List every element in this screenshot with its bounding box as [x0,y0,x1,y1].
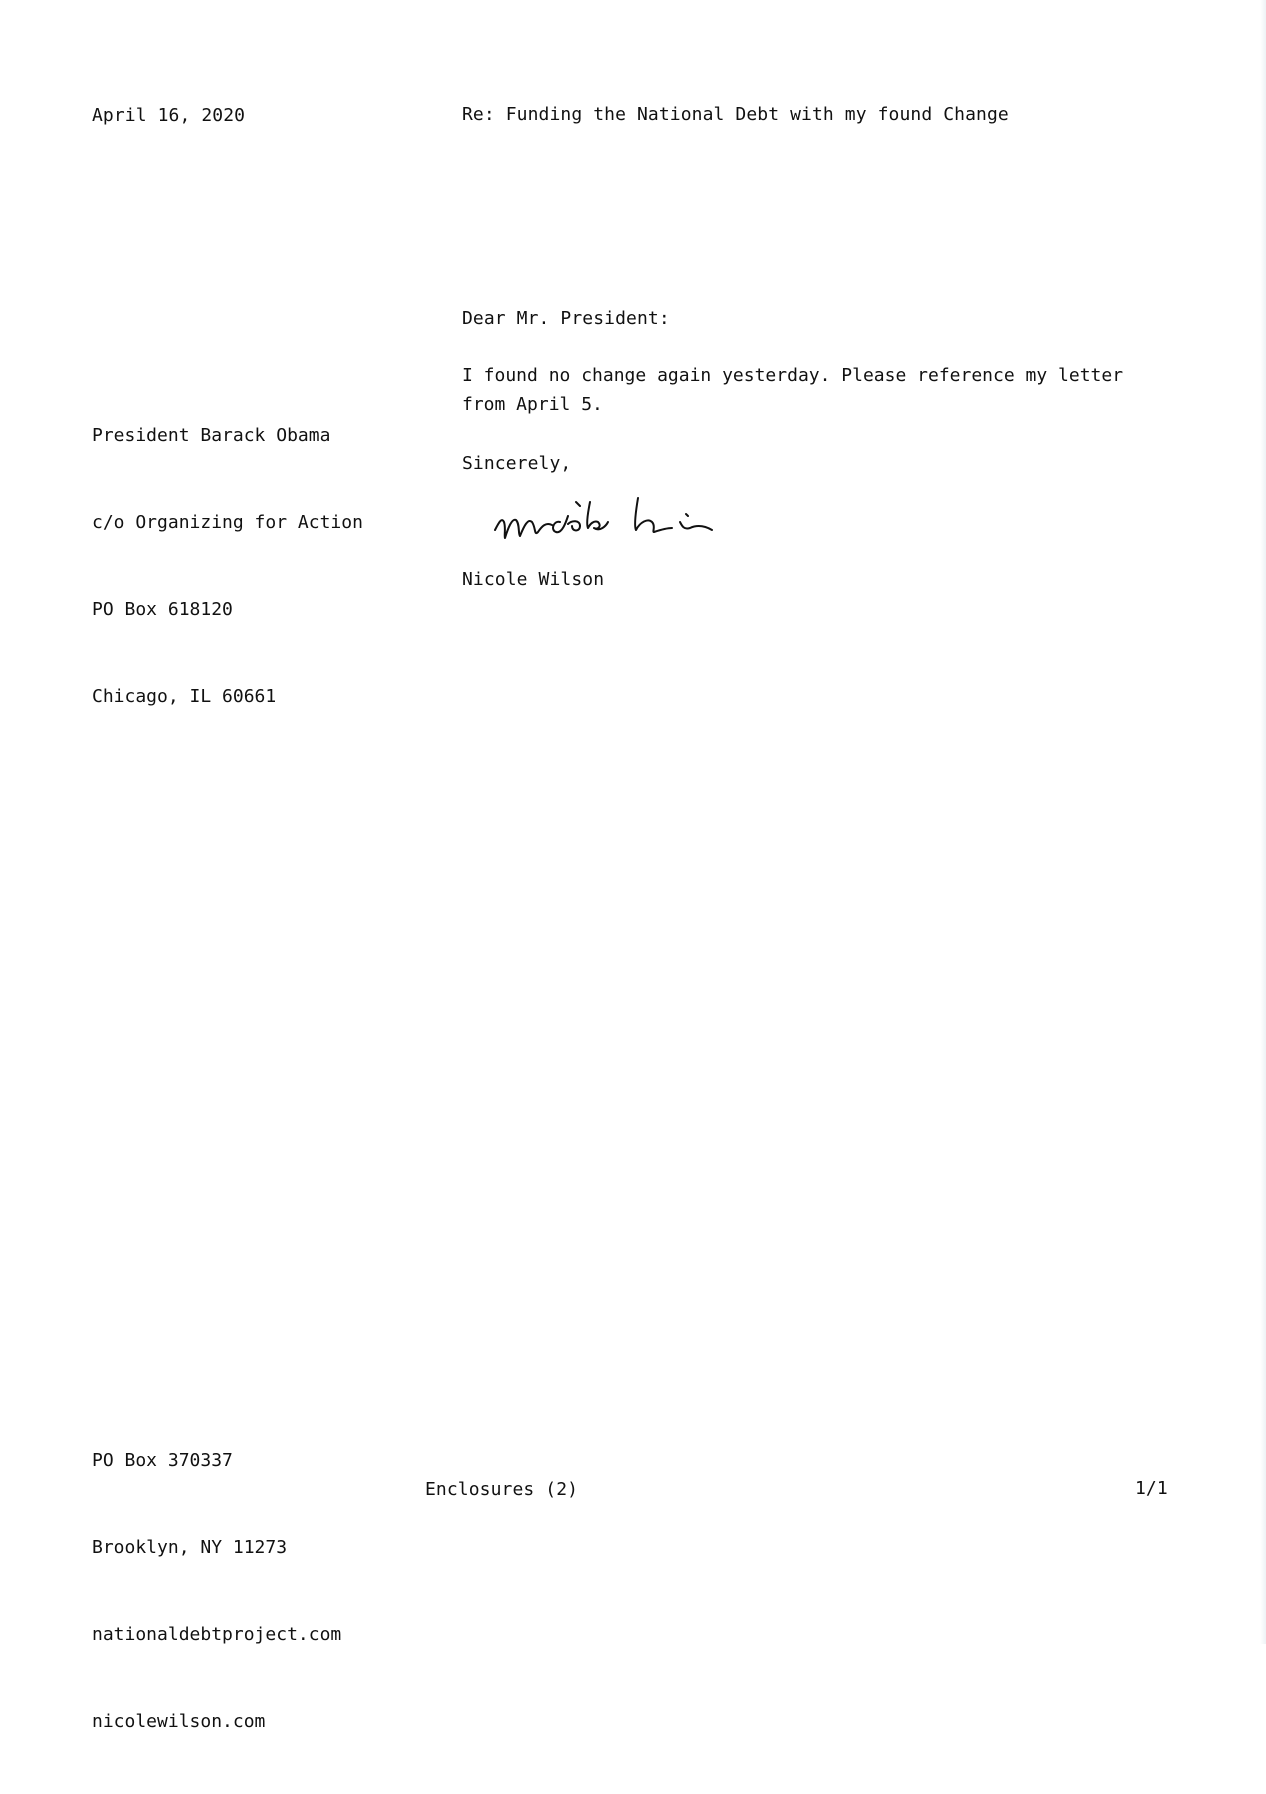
sender-line: nationaldebtproject.com [92,1624,342,1645]
recipient-line: c/o Organizing for Action [92,512,363,533]
page-edge [1260,0,1266,1644]
sender-line: Brooklyn, NY 11273 [92,1537,288,1558]
signer-name: Nicole Wilson [462,569,605,590]
letter-subject: Re: Funding the National Debt with my found Change [462,104,1009,125]
enclosures-note: Enclosures (2) [425,1479,579,1500]
sender-address [92,1388,341,1794]
recipient-line: President Barack Obama [92,425,331,446]
sender-line: PO Box 370337 [92,1450,233,1471]
recipient-line: Chicago, IL 60661 [92,686,277,707]
recipient-address [92,363,363,769]
page-number: 1/1 [1135,1478,1168,1499]
salutation: Dear Mr. President: [462,308,670,329]
letter-date: April 16, 2020 [92,105,246,126]
closing: Sincerely, [462,453,572,474]
sender-line: nicolewilson.com [92,1711,266,1732]
signature-icon [490,492,750,552]
recipient-line: PO Box 618120 [92,599,233,620]
letter-body: I found no change again yesterday. Please reference my letter from April 5. [462,365,1124,415]
